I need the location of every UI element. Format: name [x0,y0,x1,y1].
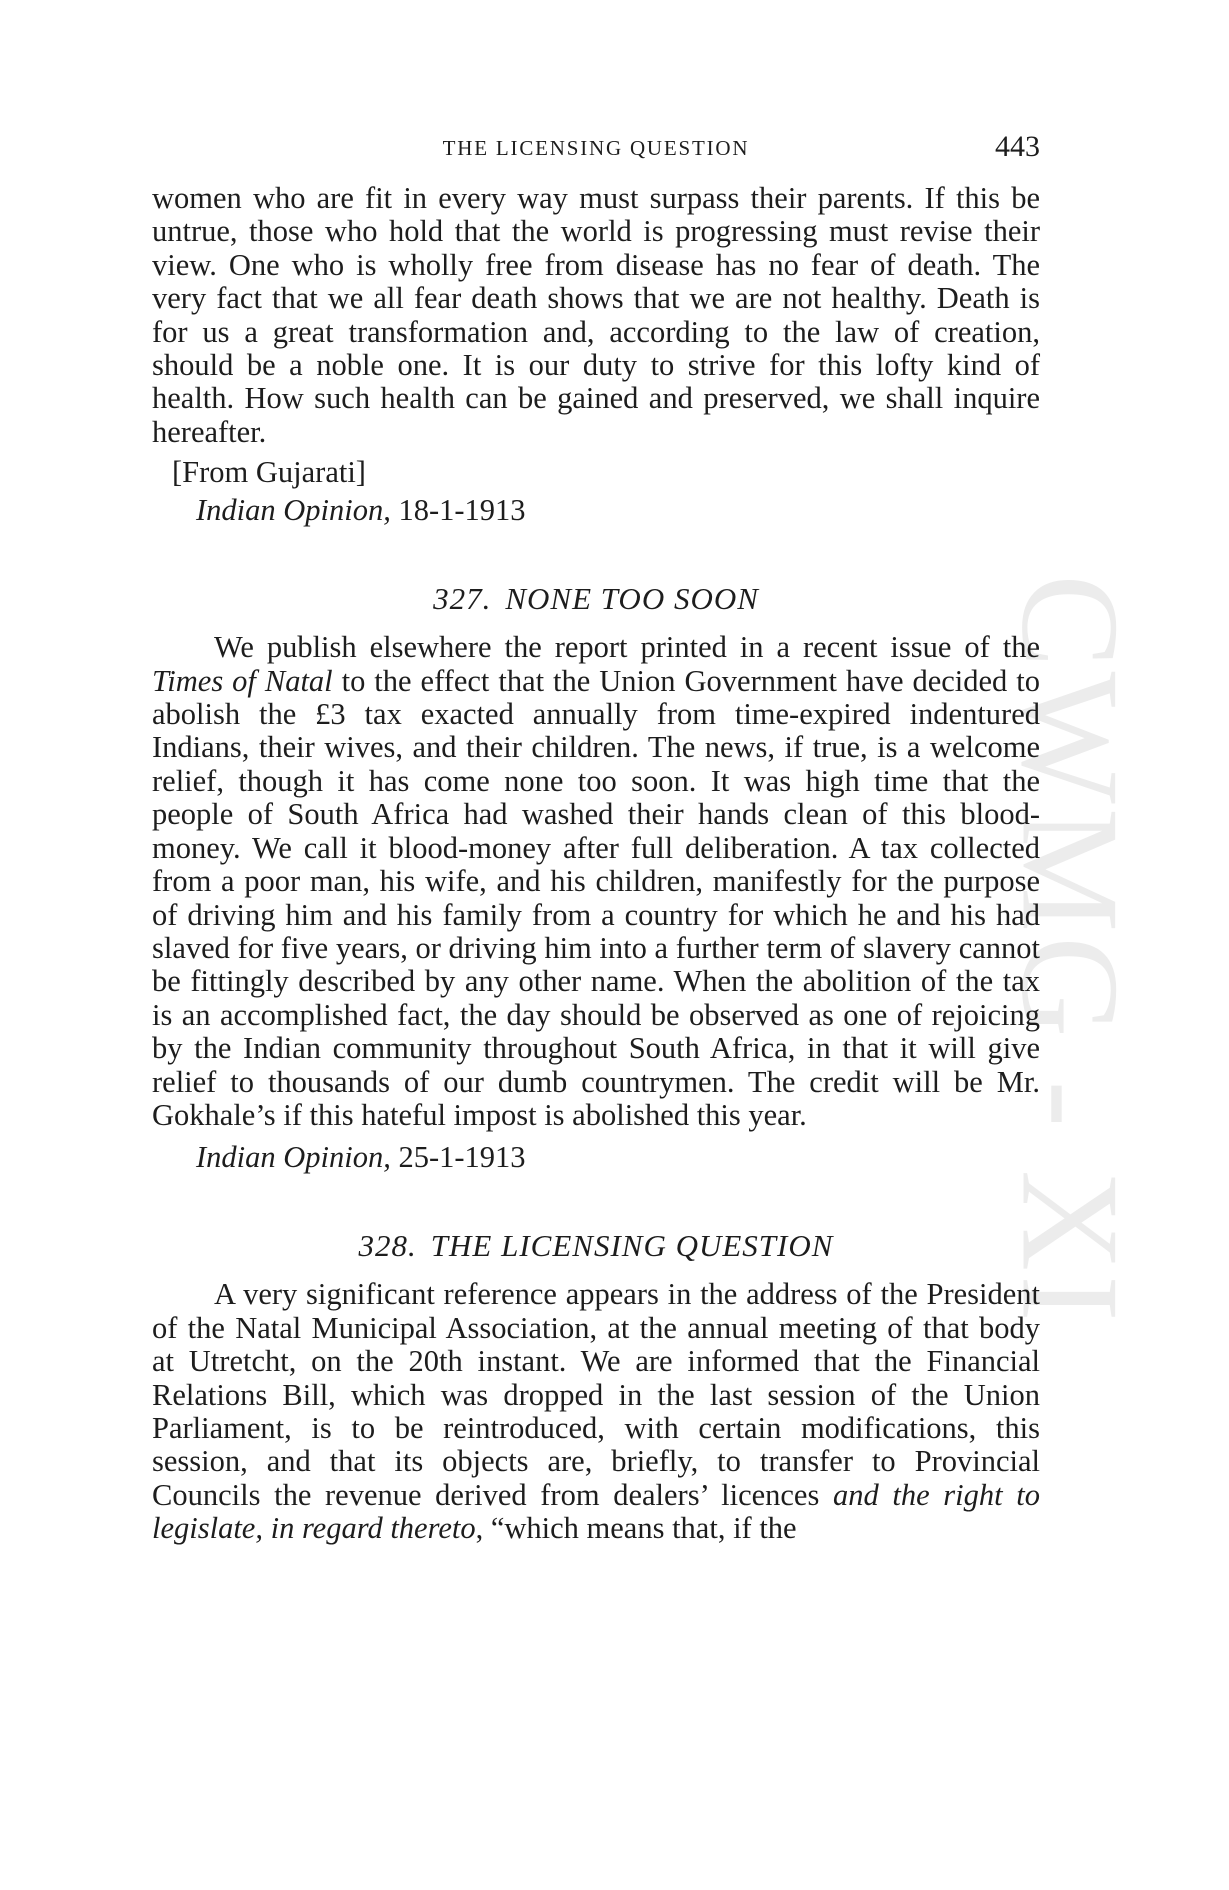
article-number: 328. [358,1228,417,1264]
italic-run: Times of Natal [152,663,333,698]
article-heading-327 [152,581,1040,617]
source-citation [152,491,1040,529]
source-date: 25-1-1913 [398,1140,526,1175]
source-title: Indian Opinion, [196,1140,391,1175]
translation-note: [From Gujarati] [172,455,366,490]
text-run: , “which means that, if the [475,1511,797,1546]
source-citation [152,1138,1040,1176]
page-body [152,182,1040,1546]
watermark-text: CWMG - XI [992,574,1148,1326]
text-run: to the effect that the Union Government have decided to abolish the £3 tax exacted annually from time-expired indentured Indians, their wives, and their children. The news, if true, is a welcome relief, though it has come none too soon. It was high time that the people of South Africa had washed their hands clean of this blood-money. We call it blood-money after full deliberation. A tax collected from a poor man, his wife, and his children, manifestly for the purpose of driving him and his family from a country for which he and his had slaved for five years, or driving him into a further term of slavery cannot be fittingly described by any other name. When the abolition of the tax is an accomplished fact, the day should be observed as one of rejoicing by the Indian community throughout South Africa, in that it will give relief to thousands of our dumb countrymen. The credit will be Mr. Gokhale’s if this hateful impost is abolished this year. [152,663,1040,1132]
source-date: 18-1-1913 [398,493,526,528]
text-run: A very significant reference appears in the address of the President of the Natal Municipal Association, at the annual meeting of that body at Utretcht, on the 20th instant. We are informed that the Financial Relations Bill, which was dropped in the last session of the Union Parliament, is to be reintroduced, with certain modifications, this session, and that its objects are, briefly, to transfer to Provincial Councils the revenue derived from dealers’ licences [152,1277,1040,1512]
page [152,0,1040,1890]
italic-run: and the right to legislate, in regard thereto [152,1477,1040,1546]
page-number: 443 [995,130,1040,163]
text-run: We publish elsewhere the report printed in a recent issue of the [214,630,1040,665]
running-title: THE LICENSING QUESTION [442,136,750,160]
article-title: NONE TOO SOON [505,581,759,617]
article-heading-328 [152,1228,1040,1264]
source-title: Indian Opinion, [196,493,391,528]
article-title: THE LICENSING QUESTION [430,1228,834,1264]
article-327-paragraph [152,631,1040,1132]
running-head [152,130,1040,170]
article-number: 327. [433,581,492,617]
continued-paragraph: women who are fit in every way must surpass their parents. If this be untrue, those who hold that the world is progressing must revise their view. One who is wholly free from disease has no fear of death. The very fact that we all fear death shows that we are not healthy. Death is for us a great transformation and, according to the law of creation, should be a noble one. It is our duty to strive for this lofty kind of health. How such health can be gained and preserved, we shall inquire hereafter. [152,181,1040,449]
article-328-paragraph [152,1278,1040,1545]
